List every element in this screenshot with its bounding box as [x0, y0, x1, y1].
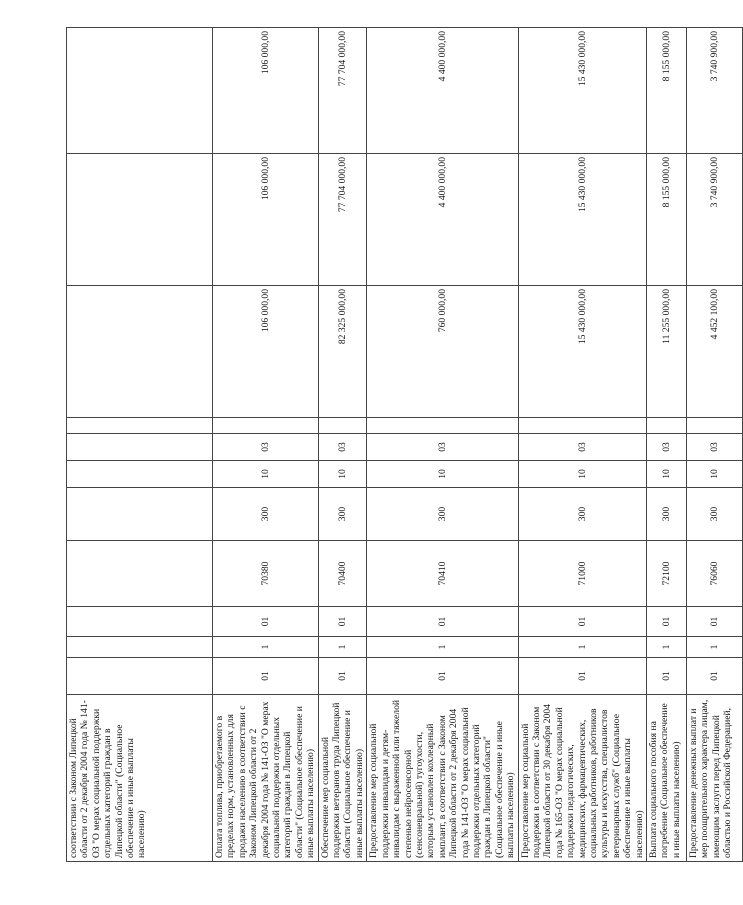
code-subprogram [67, 637, 213, 658]
code-main-event: 01 [213, 607, 319, 637]
amount-year-2 [67, 154, 213, 286]
code-subsection [67, 434, 213, 461]
code-subprogram: 1 [367, 637, 518, 658]
code-program [67, 658, 213, 695]
amount-year-2: 4 400 000,00 [367, 154, 518, 286]
code-program: 01 [687, 658, 743, 695]
row-description: Оплата топлива, приобретаемого в пределах норм, установленных для продажи населению в соответствии с Законом Липецкой области от 2 декабря 2004 года № 141-ОЗ "О мерах социальной поддержки отдельных категорий граждан в Липецкой области" (Социальное обеспечение и иные выплаты населению) [213, 695, 319, 862]
code-expense-type: 300 [318, 488, 367, 541]
amount-year-1 [67, 286, 213, 418]
code-expense-type: 300 [213, 488, 319, 541]
code-subsection: 03 [213, 434, 319, 461]
amount-year-3: 3 740 900,00 [687, 28, 743, 154]
code-direction [67, 541, 213, 607]
amount-year-2: 3 740 900,00 [687, 154, 743, 286]
amount-year-1: 760 000,00 [367, 286, 518, 418]
code-direction: 70380 [213, 541, 319, 607]
table-row [687, 28, 743, 862]
amount-year-3: 77 704 000,00 [318, 28, 367, 154]
code-section: 10 [518, 461, 646, 488]
code-expense-type: 300 [647, 488, 687, 541]
budget-table [66, 27, 743, 862]
amount-year-2: 77 704 000,00 [318, 154, 367, 286]
code-subprogram: 1 [213, 637, 319, 658]
code-extra [213, 418, 319, 434]
table-row [367, 28, 518, 862]
amount-year-1: 4 452 100,00 [687, 286, 743, 418]
amount-year-3 [67, 28, 213, 154]
code-subprogram: 1 [687, 637, 743, 658]
code-section [67, 461, 213, 488]
code-subsection: 03 [647, 434, 687, 461]
row-description: Обеспечение мер социальной поддержки ветеранов труда Липецкой области (Социальное обеспечение и иные выплаты населению) [318, 695, 367, 862]
code-program: 01 [518, 658, 646, 695]
code-main-event: 01 [647, 607, 687, 637]
code-direction: 71000 [518, 541, 646, 607]
code-direction: 76060 [687, 541, 743, 607]
amount-year-2: 8 155 000,00 [647, 154, 687, 286]
row-description: Выплата социального пособия на погребение (Социальное обеспечение и иные выплаты населению) [647, 695, 687, 862]
code-direction: 72100 [647, 541, 687, 607]
code-subsection: 03 [367, 434, 518, 461]
amount-year-2: 106 000,00 [213, 154, 319, 286]
code-section: 10 [647, 461, 687, 488]
code-main-event: 01 [518, 607, 646, 637]
amount-year-3: 106 000,00 [213, 28, 319, 154]
code-expense-type: 300 [367, 488, 518, 541]
code-extra [367, 418, 518, 434]
code-section: 10 [687, 461, 743, 488]
code-direction: 70410 [367, 541, 518, 607]
code-subprogram: 1 [518, 637, 646, 658]
code-subsection: 03 [318, 434, 367, 461]
code-subsection: 03 [518, 434, 646, 461]
code-expense-type: 300 [518, 488, 646, 541]
amount-year-2: 15 430 000,00 [518, 154, 646, 286]
code-program: 01 [213, 658, 319, 695]
code-extra [67, 418, 213, 434]
code-section: 10 [367, 461, 518, 488]
code-expense-type: 300 [687, 488, 743, 541]
amount-year-1: 15 430 000,00 [518, 286, 646, 418]
row-description: соответствии с Законом Липецкой области от 2 декабря 2004 года № 141-ОЗ "О мерах социальной поддержки отдельных категорий граждан в Липецкой области" (Социальное обеспечение и иные выплаты населению) [67, 695, 213, 862]
code-direction: 70400 [318, 541, 367, 607]
table-body [67, 28, 743, 862]
table-row [318, 28, 367, 862]
row-description: Предоставление мер социальной поддержки в соответствии с Законом Липецкой области от 30 декабря 2004 года № 165-ОЗ "О мерах социальной поддержки педагогических, медицинских, фармацевтических, социальных работников, работников культуры и искусства, специалистов ветеринарных служб" (Социальное обеспечение и иные выплаты населению) [518, 695, 646, 862]
code-section: 10 [213, 461, 319, 488]
row-description: Предоставление мер социальной поддержки инвалидам и детям-инвалидам с выраженной или тяжелой степенью нейросенсорной (сенсоневральной) тугоухости, которым установлен кохлеарный имплант, в соответствии с Законом Липецкой области от 2 декабря 2004 года № 141-ОЗ "О мерах социальной поддержки отдельных категорий граждан в Липецкой области" (Социальное обеспечение и иные выплаты населению) [367, 695, 518, 862]
code-subprogram: 1 [318, 637, 367, 658]
amount-year-1: 11 255 000,00 [647, 286, 687, 418]
code-extra [518, 418, 646, 434]
amount-year-3: 8 155 000,00 [647, 28, 687, 154]
table-row [213, 28, 319, 862]
code-subprogram: 1 [647, 637, 687, 658]
table-row [647, 28, 687, 862]
rotated-table-wrapper [66, 30, 734, 862]
row-description: Предоставление денежных выплат и мер поощрительного характера лицам, имеющим заслуги перед Липецкой областью и Российской Федерацией, [687, 695, 743, 862]
code-expense-type [67, 488, 213, 541]
code-section: 10 [318, 461, 367, 488]
code-program: 01 [647, 658, 687, 695]
amount-year-3: 4 400 000,00 [367, 28, 518, 154]
amount-year-1: 82 325 000,00 [318, 286, 367, 418]
code-extra [318, 418, 367, 434]
code-main-event: 01 [687, 607, 743, 637]
code-program: 01 [318, 658, 367, 695]
table-row [518, 28, 646, 862]
code-main-event: 01 [367, 607, 518, 637]
code-main-event: 01 [318, 607, 367, 637]
code-main-event [67, 607, 213, 637]
code-extra [647, 418, 687, 434]
amount-year-1: 106 000,00 [213, 286, 319, 418]
code-program: 01 [367, 658, 518, 695]
table-row [67, 28, 213, 862]
code-subsection: 03 [687, 434, 743, 461]
code-extra [687, 418, 743, 434]
amount-year-3: 15 430 000,00 [518, 28, 646, 154]
